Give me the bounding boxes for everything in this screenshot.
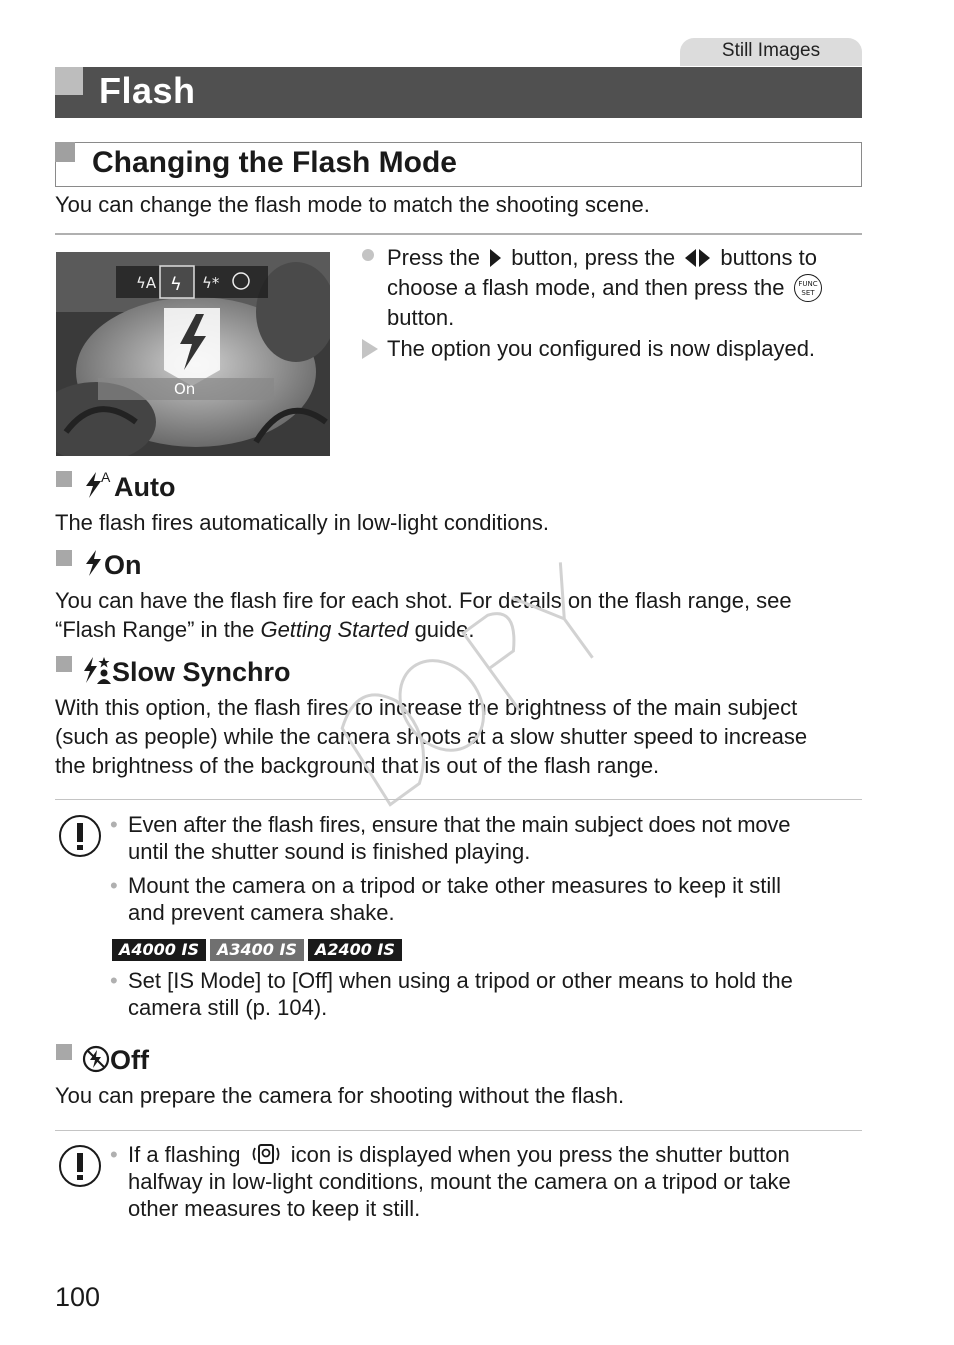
camera-shake-icon <box>251 1140 281 1168</box>
slow-text-line-1: With this option, the flash fires to increase the brightness of the main subject <box>55 695 798 720</box>
bullet-dot: • <box>110 812 118 837</box>
model-badge-a4000: A4000 IS <box>112 939 206 961</box>
caution2-line1: If a flashing icon is displayed when you press the shutter button <box>128 1142 790 1167</box>
step-2-text: The option you configured is now displayed. <box>387 336 816 361</box>
section-square <box>56 656 72 672</box>
page-title-bar <box>55 67 862 118</box>
caution-icon <box>58 1144 102 1193</box>
subsection-corner-square <box>55 142 75 162</box>
section-square <box>56 471 72 487</box>
left-right-buttons-icon <box>685 245 710 274</box>
divider <box>55 799 862 800</box>
on-text-line-2: “Flash Range” in the Getting Started guide. <box>55 617 475 642</box>
divider <box>55 233 862 235</box>
auto-heading: A Auto <box>84 470 175 504</box>
slow-text-line-3: the brightness of the background that is out of the flash range. <box>55 753 660 778</box>
photo-label: On <box>174 380 196 398</box>
step-1-line-2: choose a flash mode, and then press the FUNC SET <box>387 273 822 302</box>
svg-text:SET: SET <box>801 289 815 297</box>
page-number: 100 <box>55 1282 101 1312</box>
bullet-dot: • <box>110 1142 118 1167</box>
subsection-title: Changing the Flash Mode <box>92 146 457 179</box>
bullet-dot: • <box>110 873 118 898</box>
divider <box>55 1130 862 1131</box>
on-heading: On <box>84 548 142 582</box>
caution1-b2-line2: and prevent camera shake. <box>128 900 395 925</box>
intro-text: You can change the flash mode to match the shooting scene. <box>55 192 650 217</box>
page-title: Flash <box>99 70 196 111</box>
caution1-b1-line1: Even after the flash fires, ensure that the main subject does not move <box>128 812 791 837</box>
step-1-line-3: button. <box>387 305 455 330</box>
flash-auto-icon: A <box>84 471 114 499</box>
caution1-b3-line1: Set [IS Mode] to [Off] when using a tripod or other means to hold the <box>128 968 793 993</box>
bullet-dot: • <box>110 968 118 993</box>
caution-icon <box>58 814 102 863</box>
right-arrow-button-icon <box>490 249 501 267</box>
svg-text:ϟ: ϟ <box>170 274 182 295</box>
caution1-b2-line1: Mount the camera on a tripod or take other measures to keep it still <box>128 873 781 898</box>
flash-off-icon <box>82 1045 110 1073</box>
model-badge-a2400: A2400 IS <box>308 939 402 961</box>
off-heading: Off <box>82 1043 149 1077</box>
off-text: You can prepare the camera for shooting without the flash. <box>55 1083 625 1108</box>
copy-watermark <box>300 560 660 825</box>
caution1-b3-line2: camera still (p. 104). <box>128 995 328 1020</box>
auto-text: The flash fires automatically in low-light conditions. <box>55 510 550 535</box>
on-text-line-1: You can have the flash fire for each shot. For details on the flash range, see <box>55 588 792 613</box>
result-arrow-icon <box>362 339 378 359</box>
title-corner-square <box>55 67 83 95</box>
slow-synchro-heading: Slow Synchro <box>82 655 291 689</box>
slow-text-line-2: (such as people) while the camera shoots at a slow shutter speed to increase <box>55 724 808 749</box>
section-tab <box>680 38 862 66</box>
model-badge-a3400: A3400 IS <box>210 939 304 961</box>
caution2-line3: other measures to keep it still. <box>128 1196 421 1221</box>
tab-label: Still Images <box>721 40 821 61</box>
slow-synchro-icon <box>82 656 112 684</box>
svg-text:ϟ*: ϟ* <box>202 274 220 292</box>
step-1-line-1: Press the button, press the buttons to <box>387 243 817 274</box>
svg-text:ϟA: ϟA <box>136 274 157 292</box>
camera-screen-photo <box>56 252 330 456</box>
func-set-button-icon <box>794 274 822 302</box>
subsection-header <box>55 142 862 187</box>
caution1-b1-line2: until the shutter sound is finished playing. <box>128 839 531 864</box>
section-square <box>56 1044 72 1060</box>
section-square <box>56 550 72 566</box>
svg-text:FUNC: FUNC <box>797 280 818 288</box>
model-badges <box>112 939 406 961</box>
caution2-line2: halfway in low-light conditions, mount the camera on a tripod or take <box>128 1169 791 1194</box>
flash-on-icon <box>84 549 104 577</box>
step-bullet-icon <box>362 249 374 261</box>
